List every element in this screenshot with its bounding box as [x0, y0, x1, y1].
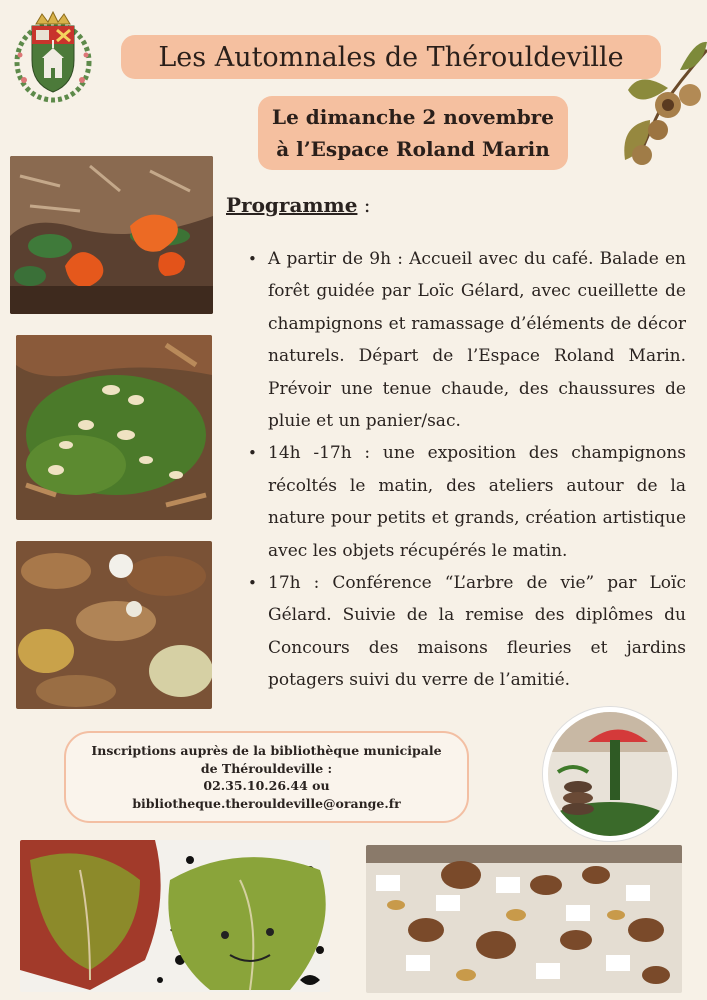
- programme-item-text: 14h -17h : une exposition des champignons récoltés le matin, des ateliers autour de la nature pour petits et grands, création artistique avec les objets récupérés le matin.: [268, 443, 686, 561]
- programme-item: [248, 437, 686, 567]
- location-line: à l’Espace Roland Marin: [276, 137, 550, 161]
- inscription-line: Inscriptions auprès de la bibliothèque municipale: [91, 743, 442, 758]
- date-line: Le dimanche 2 novembre: [272, 105, 554, 129]
- town-crest-icon: [12, 10, 94, 104]
- photo-mushroom-exhibit: [366, 845, 682, 993]
- phone-number: 02.35.10.26.44 ou: [203, 778, 330, 793]
- title-banner: [121, 35, 661, 79]
- photo-orange-fungi: [10, 156, 213, 314]
- chestnut-branch-icon: [620, 30, 707, 170]
- date-banner: [258, 96, 568, 170]
- email-address: bibliotheque.therouldeville@orange.fr: [132, 795, 401, 811]
- photo-leaf-art: [20, 840, 330, 992]
- programme-item: [248, 243, 686, 437]
- programme-item: [248, 567, 686, 697]
- inscription-box: [64, 731, 469, 823]
- programme-heading: [226, 193, 371, 217]
- programme-colon: :: [357, 193, 371, 217]
- programme-title: Programme: [226, 193, 358, 217]
- inscription-line: de Thérouldeville :: [200, 760, 333, 776]
- page-title: Les Automnales de Thérouldeville: [158, 41, 624, 73]
- programme-item-text: 17h : Conférence “L’arbre de vie” par Loïc Gélard. Suivie de la remise des diplômes du Concours des maisons fleuries et jardins potagers suivi du verre de l’amitié.: [268, 573, 686, 691]
- programme-list: [248, 243, 686, 697]
- bullet: •: [248, 444, 257, 463]
- bullet: •: [248, 574, 257, 593]
- photo-moss-mushrooms: [16, 335, 212, 520]
- photo-autumn-leaves: [16, 541, 212, 709]
- programme-item-text: A partir de 9h : Accueil avec du café. Balade en forêt guidée par Loïc Gélard, avec cueillette de champignons et ramassage d’éléments de décor naturels. Départ de l’Espace Roland Marin. Prévoir une tenue chaude, des chaussures de pluie et un panier/sac.: [268, 249, 686, 432]
- bullet: •: [248, 250, 257, 268]
- photo-mushroom-craft: [543, 707, 677, 841]
